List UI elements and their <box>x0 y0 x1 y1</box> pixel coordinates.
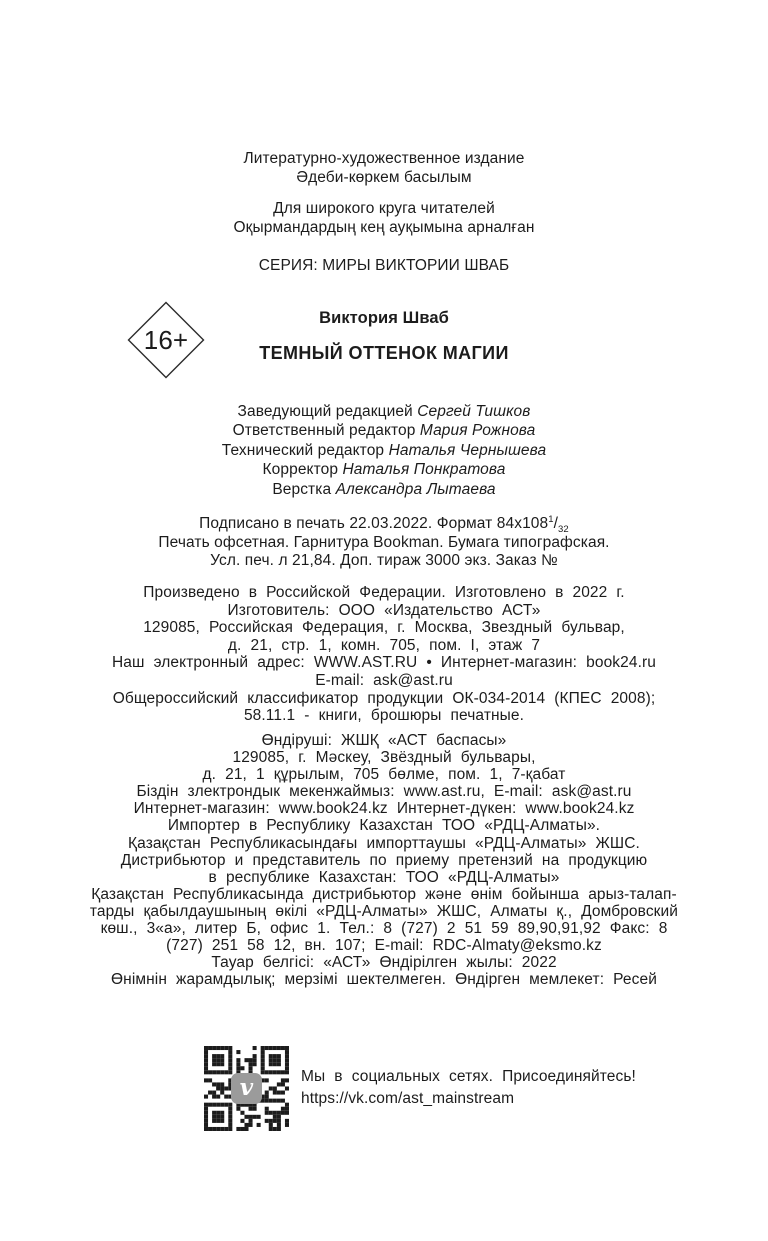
publisher-kz-line: Тауар белгісі: «АСТ» Өндірілген жылы: 2022 <box>211 954 557 972</box>
credit-name: Мария Рожнова <box>419 422 536 440</box>
publisher-kz-line: 129085, г. Мәскеу, Звёздный бульвары, <box>232 749 536 767</box>
print-specs-line2: Печать офсетная. Гарнитура Bookman. Бумага типографская. <box>158 533 610 551</box>
vk-icon <box>231 1073 262 1104</box>
social-invite-line: Мы в социальных сетях. Присоединяйтесь! <box>301 1068 636 1085</box>
publisher-kz-line: көш., 3«а», литер Б, офис 1. Тел.: 8 (727) 2 51 59 89,90,91,92 Факс: 8 <box>100 920 668 938</box>
vk-url[interactable]: https://vk.com/ast_mainstream <box>301 1090 515 1107</box>
credit-role: Корректор <box>262 461 343 479</box>
credit-role: Верстка <box>272 480 336 498</box>
publisher-ru-line: Наш электронный адрес: WWW.AST.RU • Интернет-магазин: book24.ru <box>112 654 656 672</box>
credit-name: Наталья Понкратова <box>342 461 506 479</box>
credit-role: Технический редактор <box>221 441 389 459</box>
print-specs-line3: Усл. печ. л 21,84. Доп. тираж 3000 экз. Заказ № <box>210 552 558 570</box>
publisher-kz-line: (727) 251 58 12, вн. 107; E-mail: RDC-Almaty@eksmo.kz <box>166 937 602 955</box>
credit-line <box>0 441 768 460</box>
publisher-ru-line: E-mail: ask@ast.ru <box>315 671 453 689</box>
edition-line-kz: Әдеби-көркем басылым <box>296 168 472 186</box>
credit-role: Заведующий редакцией <box>237 403 418 420</box>
credit-line <box>0 460 768 479</box>
print-specs-line1 <box>0 515 768 534</box>
publisher-kz-line: Өнімнін жарамдылық; мерзімі шектелмеген. Өндірген мемлекет: Ресей <box>111 971 657 989</box>
publisher-ru-line: д. 21, стр. 1, комн. 705, пом. I, этаж 7 <box>227 636 541 654</box>
publisher-ru-line: Изготовитель: ООО «Издательство АСТ» <box>227 601 541 619</box>
publisher-ru-line: 58.11.1 - книги, брошюры печатные. <box>243 707 525 725</box>
audience-block <box>0 200 768 237</box>
publisher-info-kz-block <box>0 732 768 988</box>
book-title: ТЕМНЫЙ ОТТЕНОК МАГИИ <box>259 343 509 363</box>
credit-line <box>0 421 768 440</box>
qr-code <box>204 1046 289 1131</box>
format-fraction-denominator: 32 <box>558 524 569 536</box>
format-text: Подписано в печать 22.03.2022. Формат 84x108 <box>199 515 549 532</box>
edition-block <box>0 150 768 187</box>
publisher-ru-line: Произведено в Российской Федерации. Изготовлено в 2022 г. <box>143 584 625 601</box>
publisher-kz-line: Қазақстан Республикасындағы импорттаушы «РДЦ-Алматы» ЖШС. <box>128 834 640 852</box>
publisher-kz-line: в республике Казахстан: ТОО «РДЦ-Алматы» <box>208 868 560 886</box>
series-line: СЕРИЯ: МИРЫ ВИКТОРИИ ШВАБ <box>258 257 510 274</box>
print-specs-block <box>0 515 768 571</box>
credit-name: Наталья Чернышева <box>388 441 547 459</box>
publisher-ru-line: 129085, Российская Федерация, г. Москва, Звездный бульвар, <box>143 619 625 637</box>
credit-line <box>0 480 768 499</box>
social-block <box>301 1066 636 1110</box>
credit-role: Ответственный редактор <box>232 422 420 440</box>
credit-name: Александра Лытаева <box>335 480 496 498</box>
publisher-kz-line: Дистрибьютор и представитель по приему претензий на продукцию <box>120 851 648 869</box>
format-fraction-numerator: 1 <box>548 513 554 525</box>
vk-letter: v <box>239 1073 254 1101</box>
publisher-kz-line: Өндіруші: ЖШҚ «АСТ баспасы» <box>261 732 507 749</box>
format-fraction-slash: / <box>553 515 559 532</box>
publisher-kz-line: тарды қабылдаушының өкілі «РДЦ-Алматы» ЖШС, Алматы қ., Домбровский <box>89 902 679 920</box>
age-rating-label: 16+ <box>143 324 189 355</box>
publisher-kz-line: Импортер в Республику Казахстан ТОО «РДЦ-Алматы». <box>167 817 601 835</box>
audience-line-ru: Для широкого круга читателей <box>273 200 495 217</box>
staff-credits-block <box>0 402 768 499</box>
credit-name: Сергей Тишков <box>417 403 531 420</box>
publisher-ru-line: Общероссийский классификатор продукции ОК-034-2014 (КПЕС 2008); <box>112 689 656 707</box>
credit-line <box>0 402 768 421</box>
publisher-kz-line: д. 21, 1 құрылым, 705 бөлме, пом. 1, 7-қабат <box>202 766 566 784</box>
edition-line-ru: Литературно-художественное издание <box>243 150 525 167</box>
social-link[interactable] <box>301 1088 636 1110</box>
publisher-kz-line: Қазақстан Республикасында дистрибьютор және өнім бойынша арыз-талап- <box>91 885 677 903</box>
publisher-kz-line: Интернет-магазин: www.book24.kz Интернет-дүкен: www.book24.kz <box>133 800 635 818</box>
publisher-info-ru-block <box>0 584 768 725</box>
book-author: Виктория Шваб <box>319 309 449 327</box>
audience-line-kz: Оқырмандардың кең ауқымына арналған <box>233 218 535 236</box>
publisher-kz-line: Біздін злектрондык мекенжаймыз: www.ast.ru, E-mail: ask@ast.ru <box>136 783 632 801</box>
